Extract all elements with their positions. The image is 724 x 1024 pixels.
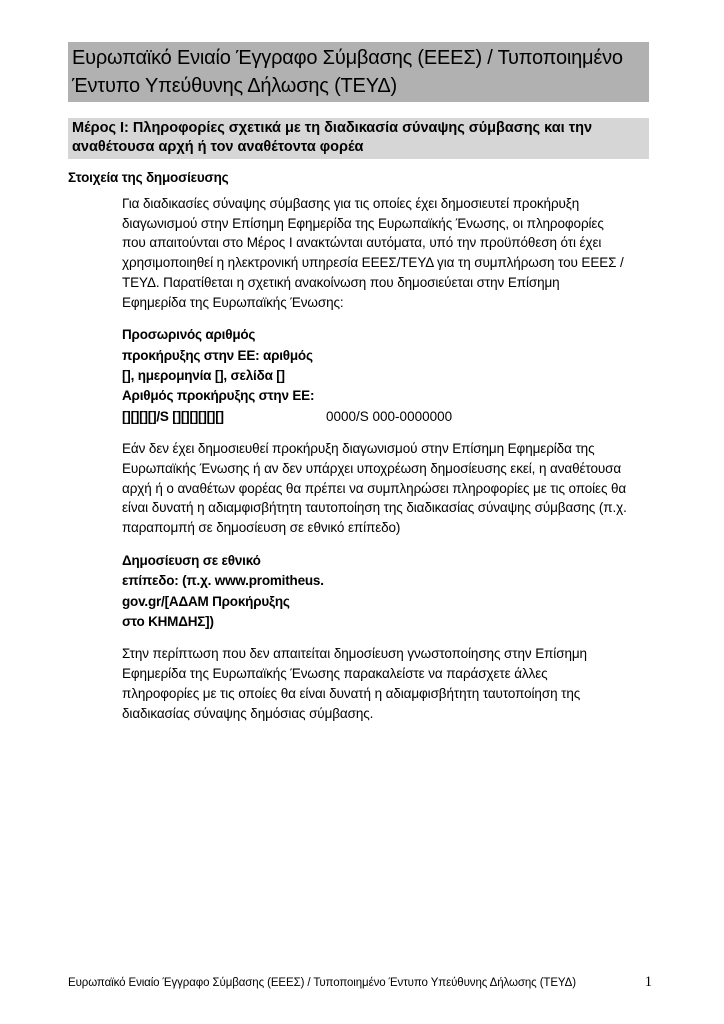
eu-notice-number-label bbox=[122, 325, 326, 427]
eu-notice-number-value: 0000/S 000-0000000 bbox=[326, 408, 453, 424]
page-number: 1 bbox=[644, 974, 652, 990]
field-national-publication bbox=[122, 551, 724, 633]
field-label-line: επίπεδο: (π.χ. www.promitheus. bbox=[122, 573, 324, 589]
document-title: Ευρωπαϊκό Ενιαίο Έγγραφο Σύμβασης (ΕΕΕΣ) / Τυποποιημένο Έντυπο Υπεύθυνης Δήλωσης (ΤΕΥΔ) bbox=[68, 42, 649, 102]
field-eu-notice-number bbox=[122, 325, 724, 427]
field-label-line: [][][][]/S [][][][][][] bbox=[122, 408, 224, 424]
paragraph-no-ojeu-publication: Εάν δεν έχει δημοσιευθεί προκήρυξη διαγωνισμού στην Επίσημη Εφημερίδα της Ευρωπαϊκής Ένωσης ή αν δεν υπάρχει υποχρέωση δημοσίευσης εκεί, η αναθέτουσα αρχή ή ο αναθέτων φορέας θα πρέπει να συμπληρώσει πληροφορίες με τις οποίες θα είναι δυνατή η αδιαμφισβήτητη ταυτοποίηση της διαδικασίας σύναψης σύμβασης (π.χ. παραπομπή σε δημοσίευση σε εθνικό επίπεδο) bbox=[122, 441, 627, 536]
publication-info-heading: Στοιχεία της δημοσίευσης bbox=[68, 170, 229, 185]
paragraph-auto-retrieval: Για διαδικασίες σύναψης σύμβασης για τις οποίες έχει δημοσιευτεί προκήρυξη διαγωνισμού στην Επίσημη Εφημερίδα της Ευρωπαϊκής Ένωσης, οι πληροφορίες που απαιτούνται στο Μέρος Ι ανακτώνται αυτόματα, υπό την προϋπόθεση ότι έχει χρησιμοποιηθεί η ηλεκτρονική υπηρεσία ΕΕΕΣ/ΤΕΥΔ για τη συμπλήρωση του ΕΕΕΣ /ΤΕΥΔ. Παρατίθεται η σχετική ανακοίνωση που δημοσιεύεται στην Επίσημη Εφημερίδα της Ευρωπαϊκής Ένωσης: bbox=[122, 196, 624, 310]
field-label-line: [], ημερομηνία [], σελίδα [] bbox=[122, 368, 285, 384]
national-publication-label bbox=[122, 551, 326, 633]
field-label-line: Προσωρινός αριθμός bbox=[122, 327, 256, 343]
footer-document-title: Ευρωπαϊκό Ενιαίο Έγγραφο Σύμβασης (ΕΕΕΣ) / Τυποποιημένο Έντυπο Υπεύθυνης Δήλωσης (ΤΕΥΔ) bbox=[68, 977, 576, 989]
field-label-line: προκήρυξης στην ΕΕ: αριθμός bbox=[122, 347, 313, 363]
field-label-line: gov.gr/[ΑΔΑΜ Προκήρυξης bbox=[122, 593, 290, 609]
part1-section-heading: Μέρος Ι: Πληροφορίες σχετικά με τη διαδικασία σύναψης σύμβασης και την αναθέτουσα αρχή ή τον αναθέτοντα φορέα bbox=[68, 118, 649, 159]
field-label-line: στο ΚΗΜΔΗΣ]) bbox=[122, 613, 214, 629]
field-label-line: Αριθμός προκήρυξης στην ΕΕ: bbox=[122, 388, 315, 404]
field-label-line: Δημοσίευση σε εθνικό bbox=[122, 552, 261, 568]
paragraph-other-information: Στην περίπτωση που δεν απαιτείται δημοσίευση γνωστοποίησης στην Επίσημη Εφημερίδα της Ευρωπαϊκής Ένωσης παρακαλείστε να παράσχετε άλλες πληροφορίες με τις οποίες θα είναι δυνατή η αδιαμφισβήτητη ταυτοποίηση της διαδικασίας σύναψης δημόσιας σύμβασης. bbox=[122, 646, 587, 721]
page-footer bbox=[68, 974, 652, 991]
